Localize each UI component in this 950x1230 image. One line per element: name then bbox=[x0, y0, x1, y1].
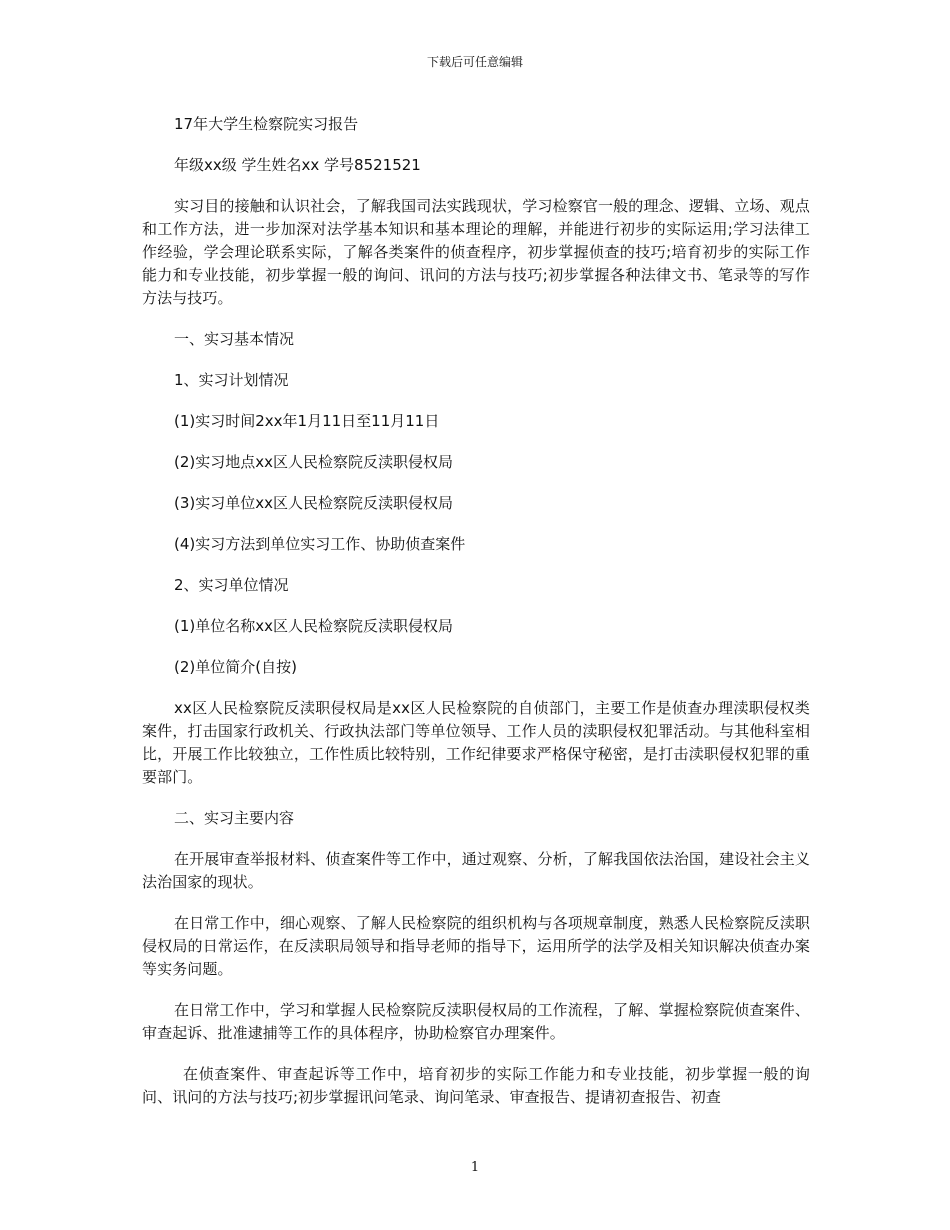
unit-description-paragraph: xx区人民检察院反渎职侵权局是xx区人民检察院的自侦部门，主要工作是侦查办理渎职侵权类案件，打击国家行政机关、行政执法部门等单位领导、工作人员的渎职侵权犯罪活动。与其他科室相比，开展工作比较独立，工作性质比较特别，工作纪律要求严格保守秘密，是打击渎职侵权犯罪的重要部门。 bbox=[142, 699, 810, 786]
section-heading-basic: 一、实习基本情况 bbox=[174, 330, 295, 348]
purpose-paragraph: 实习目的接触和认识社会，了解我国司法实践现状，学习检察官一般的理念、逻辑、立场、观点和工作方法，进一步加深对法学基本知识和基本理论的理解，并能进行初步的实际运用;学习法律工作经验，学会理论联系实际，了解各类案件的侦查程序，初步掌握侦查的技巧;培育初步的实际工作能力和专业技能，初步掌握一般的询问、讯问的方法与技巧;初步掌握各种法律文书、笔录等的写作方法与技巧。 bbox=[142, 197, 810, 307]
subheading-plan: 1、实习计划情况 bbox=[174, 371, 289, 389]
page-header: 下载后可任意编辑 bbox=[426, 55, 523, 69]
section-heading-content: 二、实习主要内容 bbox=[174, 809, 295, 827]
unit-item-name: (1)单位名称xx区人民检察院反渎职侵权局 bbox=[174, 617, 454, 635]
subheading-unit: 2、实习单位情况 bbox=[174, 576, 289, 594]
content-paragraph: 在侦查案件、审查起诉等工作中，培育初步的实际工作能力和专业技能，初步掌握一般的询问、讯问的方法与技巧;初步掌握讯问笔录、询问笔录、审查报告、提请初查报告、初查 bbox=[142, 1065, 810, 1106]
page-number: 1 bbox=[470, 1160, 480, 1175]
student-info-line: 年级xx级 学生姓名xx 学号8521521 bbox=[174, 156, 421, 174]
content-paragraph: 在日常工作中，细心观察、了解人民检察院的组织机构与各项规章制度，熟悉人民检察院反渎职侵权局的日常运作，在反渎职局领导和指导老师的指导下，运用所学的法学及相关知识解决侦查办案等实务问题。 bbox=[142, 914, 810, 978]
document-body bbox=[142, 113, 810, 1127]
plan-item-unit: (3)实习单位xx区人民检察院反渎职侵权局 bbox=[174, 494, 454, 512]
plan-item-method: (4)实习方法到单位实习工作、协助侦查案件 bbox=[174, 535, 466, 553]
content-paragraph: 在开展审查举报材料、侦查案件等工作中，通过观察、分析，了解我国依法治国，建设社会主义法治国家的现状。 bbox=[142, 850, 810, 891]
document-title: 17年大学生检察院实习报告 bbox=[174, 115, 359, 133]
content-paragraph: 在日常工作中，学习和掌握人民检察院反渎职侵权局的工作流程，了解、掌握检察院侦查案件、审查起诉、批准逮捕等工作的具体程序，协助检察官办理案件。 bbox=[142, 1001, 810, 1042]
plan-item-location: (2)实习地点xx区人民检察院反渎职侵权局 bbox=[174, 453, 454, 471]
unit-item-intro: (2)单位简介(自按) bbox=[174, 658, 297, 676]
plan-item-time: (1)实习时间2xx年1月11日至11月11日 bbox=[174, 412, 440, 430]
